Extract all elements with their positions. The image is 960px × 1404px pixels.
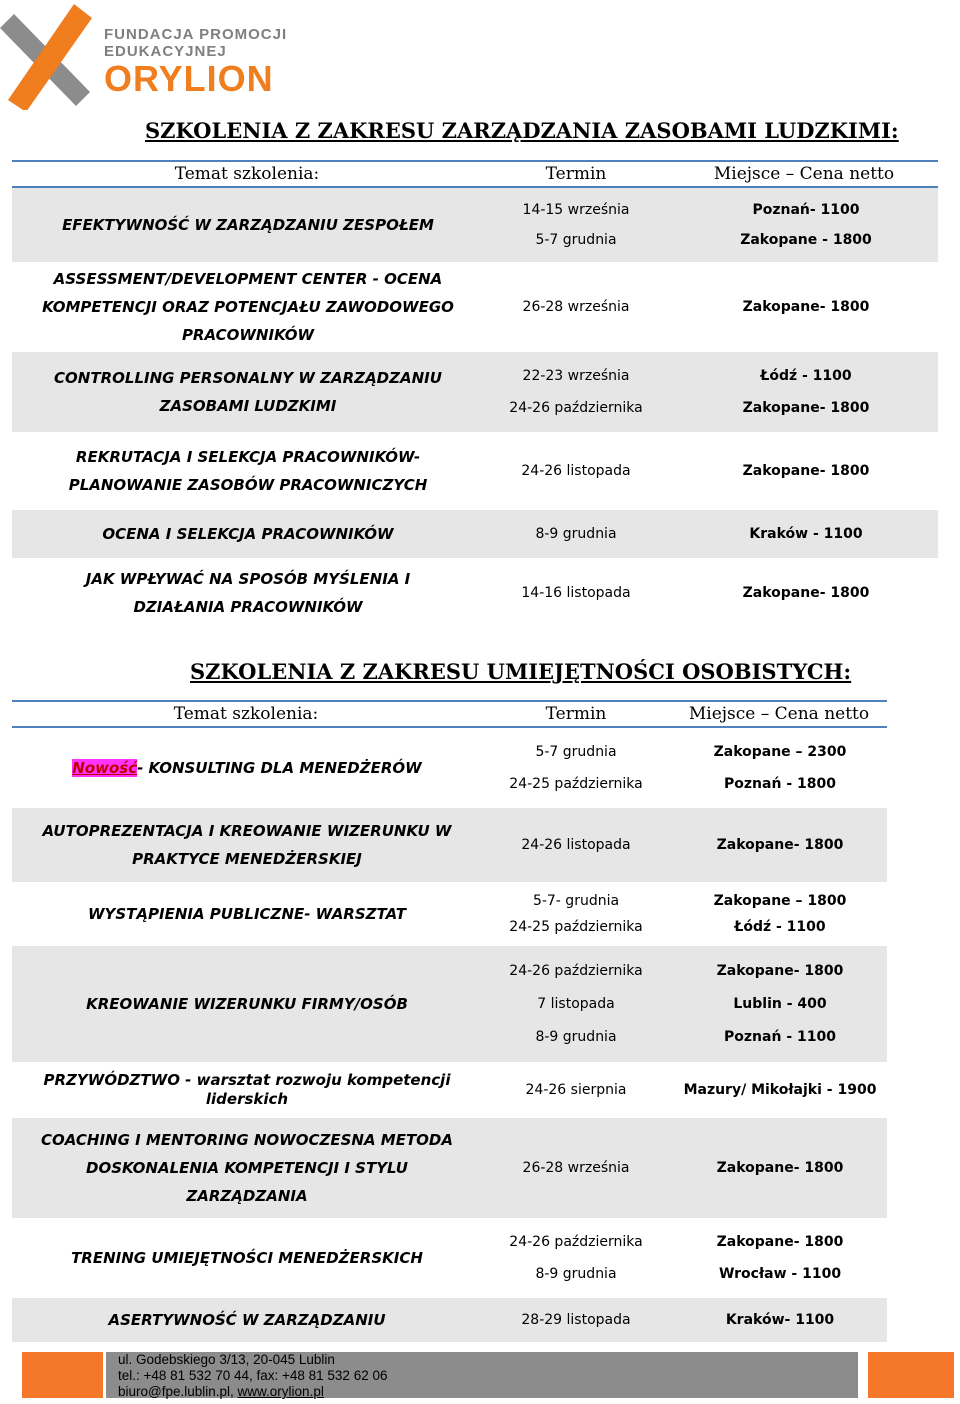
place-price-value: Zakopane – 1800 [713,892,847,909]
place-price-cell [660,946,900,1062]
place-price-value: Kraków- 1100 [725,1312,835,1328]
topic-line-text: - KONSULTING DLA MENEDŻERÓW [137,759,422,777]
table-row [12,432,938,510]
topic-cell [18,432,478,510]
date-cell [476,1218,676,1298]
date-value: 22-23 września [522,368,630,384]
topic-cell [18,510,478,558]
date-value: 8-9 grudnia [535,1029,617,1045]
header-date: Termin [545,704,607,724]
date-cell [476,1118,676,1218]
topic-line: ASERTYWNOŚĆ W ZARZĄDZANIU [108,1311,386,1329]
date-value: 24-25 października [509,919,643,936]
topic-text [72,754,421,782]
topic-line: COACHING I MENTORING NOWOCZESNA METODA [40,1131,453,1149]
section-1-table [12,160,938,628]
topic-cell [18,188,478,262]
place-price-cell [676,432,936,510]
topic-line: ASSESSMENT/DEVELOPMENT CENTER - OCENA [53,270,443,288]
footer-email[interactable]: biuro@fpe.lublin.pl [118,1384,231,1399]
header-date: Termin [545,164,607,184]
topic-line: KREOWANIE WIZERUNKU FIRMY/OSÓB [86,995,408,1013]
topic-line: AUTOPREZENTACJA I KREOWANIE WIZERUNKU W [42,822,452,840]
date-value: 24-26 sierpnia [525,1082,627,1098]
topic-text [62,211,434,239]
topic-cell [12,808,482,882]
topic-line: KOMPETENCJI ORAZ POTENCJAŁU ZAWODOWEGO [42,298,454,316]
date-value: 24-26 listopada [521,837,631,853]
topic-cell [12,1298,482,1342]
table-row [12,728,887,808]
topic-text [42,265,454,349]
place-price-value: Zakopane- 1800 [716,1234,844,1250]
table-row [12,352,938,432]
orylion-x-logo-icon [0,0,100,110]
topic-cell [12,1218,482,1298]
date-cell [476,882,676,946]
date-cell [476,728,676,808]
topic-line: DOSKONALENIA KOMPETENCJI I STYLU [86,1159,408,1177]
topic-line: EFEKTYWNOŚĆ W ZARZĄDZANIU ZESPOŁEM [62,216,434,234]
header-place: Miejsce – Cena netto [713,164,895,184]
section-1-title: SZKOLENIA Z ZAKRESU ZARZĄDZANIA ZASOBAMI LUDZKIMI: [145,118,899,143]
topic-text [71,1244,423,1272]
table-row [12,262,938,352]
date-value: 7 listopada [537,996,615,1012]
place-price-cell [660,1062,900,1118]
table-header [12,160,938,188]
date-value: 24-26 listopada [521,463,631,479]
logo [0,0,300,110]
table-row [12,188,938,262]
logo-line-2: EDUKACYJNEJ [104,43,227,60]
topic-line: CONTROLLING PERSONALNY W ZARZĄDZANIU [54,369,442,387]
footer-website-link[interactable]: www.orylion.pl [237,1384,324,1399]
topic-text [108,1306,385,1334]
topic-cell [12,946,482,1062]
topic-text [69,443,428,499]
footer-contact [118,1352,387,1400]
date-value: 24-25 października [509,776,643,792]
date-value: 8-9 grudnia [535,1266,617,1282]
date-value: 14-16 listopada [521,585,631,601]
topic-line: PRZYWÓDZTWO - warsztat rozwoju kompetencji [43,1071,451,1089]
footer-address: ul. Godebskiego 3/13, 20-045 Lublin [118,1352,335,1367]
table-row [12,1118,887,1218]
date-cell [476,946,676,1062]
topic-line: PRACOWNIKÓW [181,326,315,344]
header-topic: Temat szkolenia: [173,704,319,724]
logo-text [104,26,288,99]
footer-orange-bar-right [868,1352,954,1398]
table-row [12,1062,887,1118]
place-price-value: Lublin - 400 [733,996,827,1012]
place-price-cell [660,1118,900,1218]
topic-text [43,817,452,873]
place-price-cell [660,1298,900,1342]
place-price-cell [676,510,936,558]
place-price-value: Zakopane – 2300 [713,744,847,760]
topic-cell [12,1118,482,1218]
date-cell [476,510,676,558]
new-badge: Nowość [72,759,138,777]
date-cell [476,432,676,510]
place-price-value: Zakopane- 1800 [742,400,870,416]
date-value: 24-26 października [509,1234,643,1250]
date-value: 26-28 września [522,299,630,315]
place-price-value: Zakopane- 1800 [742,299,870,315]
date-cell [476,352,676,432]
place-price-value: Poznań - 1800 [724,776,836,792]
header-place: Miejsce – Cena netto [688,704,870,724]
topic-text [88,900,406,928]
place-price-value: Wrocław - 1100 [718,1266,842,1282]
table-row [12,808,887,882]
topic-cell [18,262,478,352]
place-price-cell [676,262,936,352]
place-price-value: Mazury/ Mikołajki - 1900 [683,1082,877,1098]
topic-cell [18,352,478,432]
date-cell [476,188,676,262]
topic-cell [12,728,482,808]
topic-line: ZASOBAMI LUDZKIMI [159,397,337,415]
topic-text [54,364,442,420]
topic-line [72,754,421,782]
topic-line: TRENING UMIEJĘTNOŚCI MENEDŻERSKICH [71,1249,423,1267]
date-value: 8-9 grudnia [535,526,617,542]
date-value: 5-7 grudnia [535,744,617,760]
place-price-value: Łódź - 1100 [734,919,826,936]
topic-line: ZARZĄDZANIA [186,1187,308,1205]
date-value: 24-26 października [509,963,643,979]
topic-line: REKRUTACJA I SELEKCJA PRACOWNIKÓW- [75,448,421,466]
table-row [12,946,887,1062]
place-price-value: Zakopane - 1800 [740,232,872,248]
section-2-table [12,700,887,1342]
place-price-value: Zakopane- 1800 [716,837,844,853]
table-row [12,882,887,946]
place-price-cell [660,882,900,946]
table-row [12,558,938,628]
section-2-title: SZKOLENIA Z ZAKRESU UMIEJĘTNOŚCI OSOBISTYCH: [190,659,852,684]
place-price-cell [676,558,936,628]
date-value: 26-28 września [522,1160,630,1176]
place-price-cell [660,728,900,808]
topic-text [102,520,393,548]
topic-line: OCENA I SELEKCJA PRACOWNIKÓW [102,525,394,543]
topic-cell [18,558,478,628]
table-header [12,700,887,728]
footer-separator: , [230,1384,238,1399]
footer-phones: tel.: +48 81 532 70 44, fax: +48 81 532 62 06 [118,1368,388,1383]
date-cell [476,1062,676,1118]
topic-line: liderskich [205,1090,289,1108]
footer-orange-bar-left [22,1352,103,1398]
table-row [12,510,938,558]
header-topic: Temat szkolenia: [174,164,320,184]
logo-line-3: ORYLION [104,58,274,99]
place-price-value: Poznań - 1100 [724,1029,836,1045]
date-value: 14-15 września [522,202,630,218]
topic-line: DZIAŁANIA PRACOWNIKÓW [133,598,363,616]
place-price-cell [676,188,936,262]
footer [0,1344,960,1404]
topic-text [44,1071,451,1109]
place-price-cell [676,352,936,432]
topic-line: PLANOWANIE ZASOBÓW PRACOWNICZYCH [68,476,428,494]
place-price-value: Zakopane- 1800 [742,585,870,601]
place-price-value: Kraków - 1100 [749,526,863,542]
table-row [12,1218,887,1298]
place-price-cell [660,1218,900,1298]
topic-cell [12,882,482,946]
place-price-cell [660,808,900,882]
topic-line: PRAKTYCE MENEDŻERSKIEJ [132,850,362,868]
topic-text [41,1126,453,1210]
topic-text [86,990,408,1018]
place-price-value: Zakopane- 1800 [742,463,870,479]
date-value: 5-7 grudnia [535,232,617,248]
table-row [12,1298,887,1342]
place-price-value: Poznań- 1100 [752,202,860,218]
logo-line-1: FUNDACJA PROMOCJI [104,26,288,43]
date-value: 28-29 listopada [521,1312,631,1328]
date-cell [476,808,676,882]
date-cell [476,262,676,352]
place-price-value: Zakopane- 1800 [716,963,844,979]
topic-text [86,565,410,621]
place-price-value: Zakopane- 1800 [716,1160,844,1176]
place-price-value: Łódź - 1100 [760,368,852,384]
date-value: 5-7- grudnia [532,892,620,909]
topic-cell [12,1062,482,1118]
date-cell [476,1298,676,1342]
date-cell [476,558,676,628]
date-value: 24-26 października [509,400,643,416]
topic-line: JAK WPŁYWAĆ NA SPOSÓB MYŚLENIA I [85,570,411,588]
topic-line: WYSTĄPIENIA PUBLICZNE- WARSZTAT [87,905,407,923]
